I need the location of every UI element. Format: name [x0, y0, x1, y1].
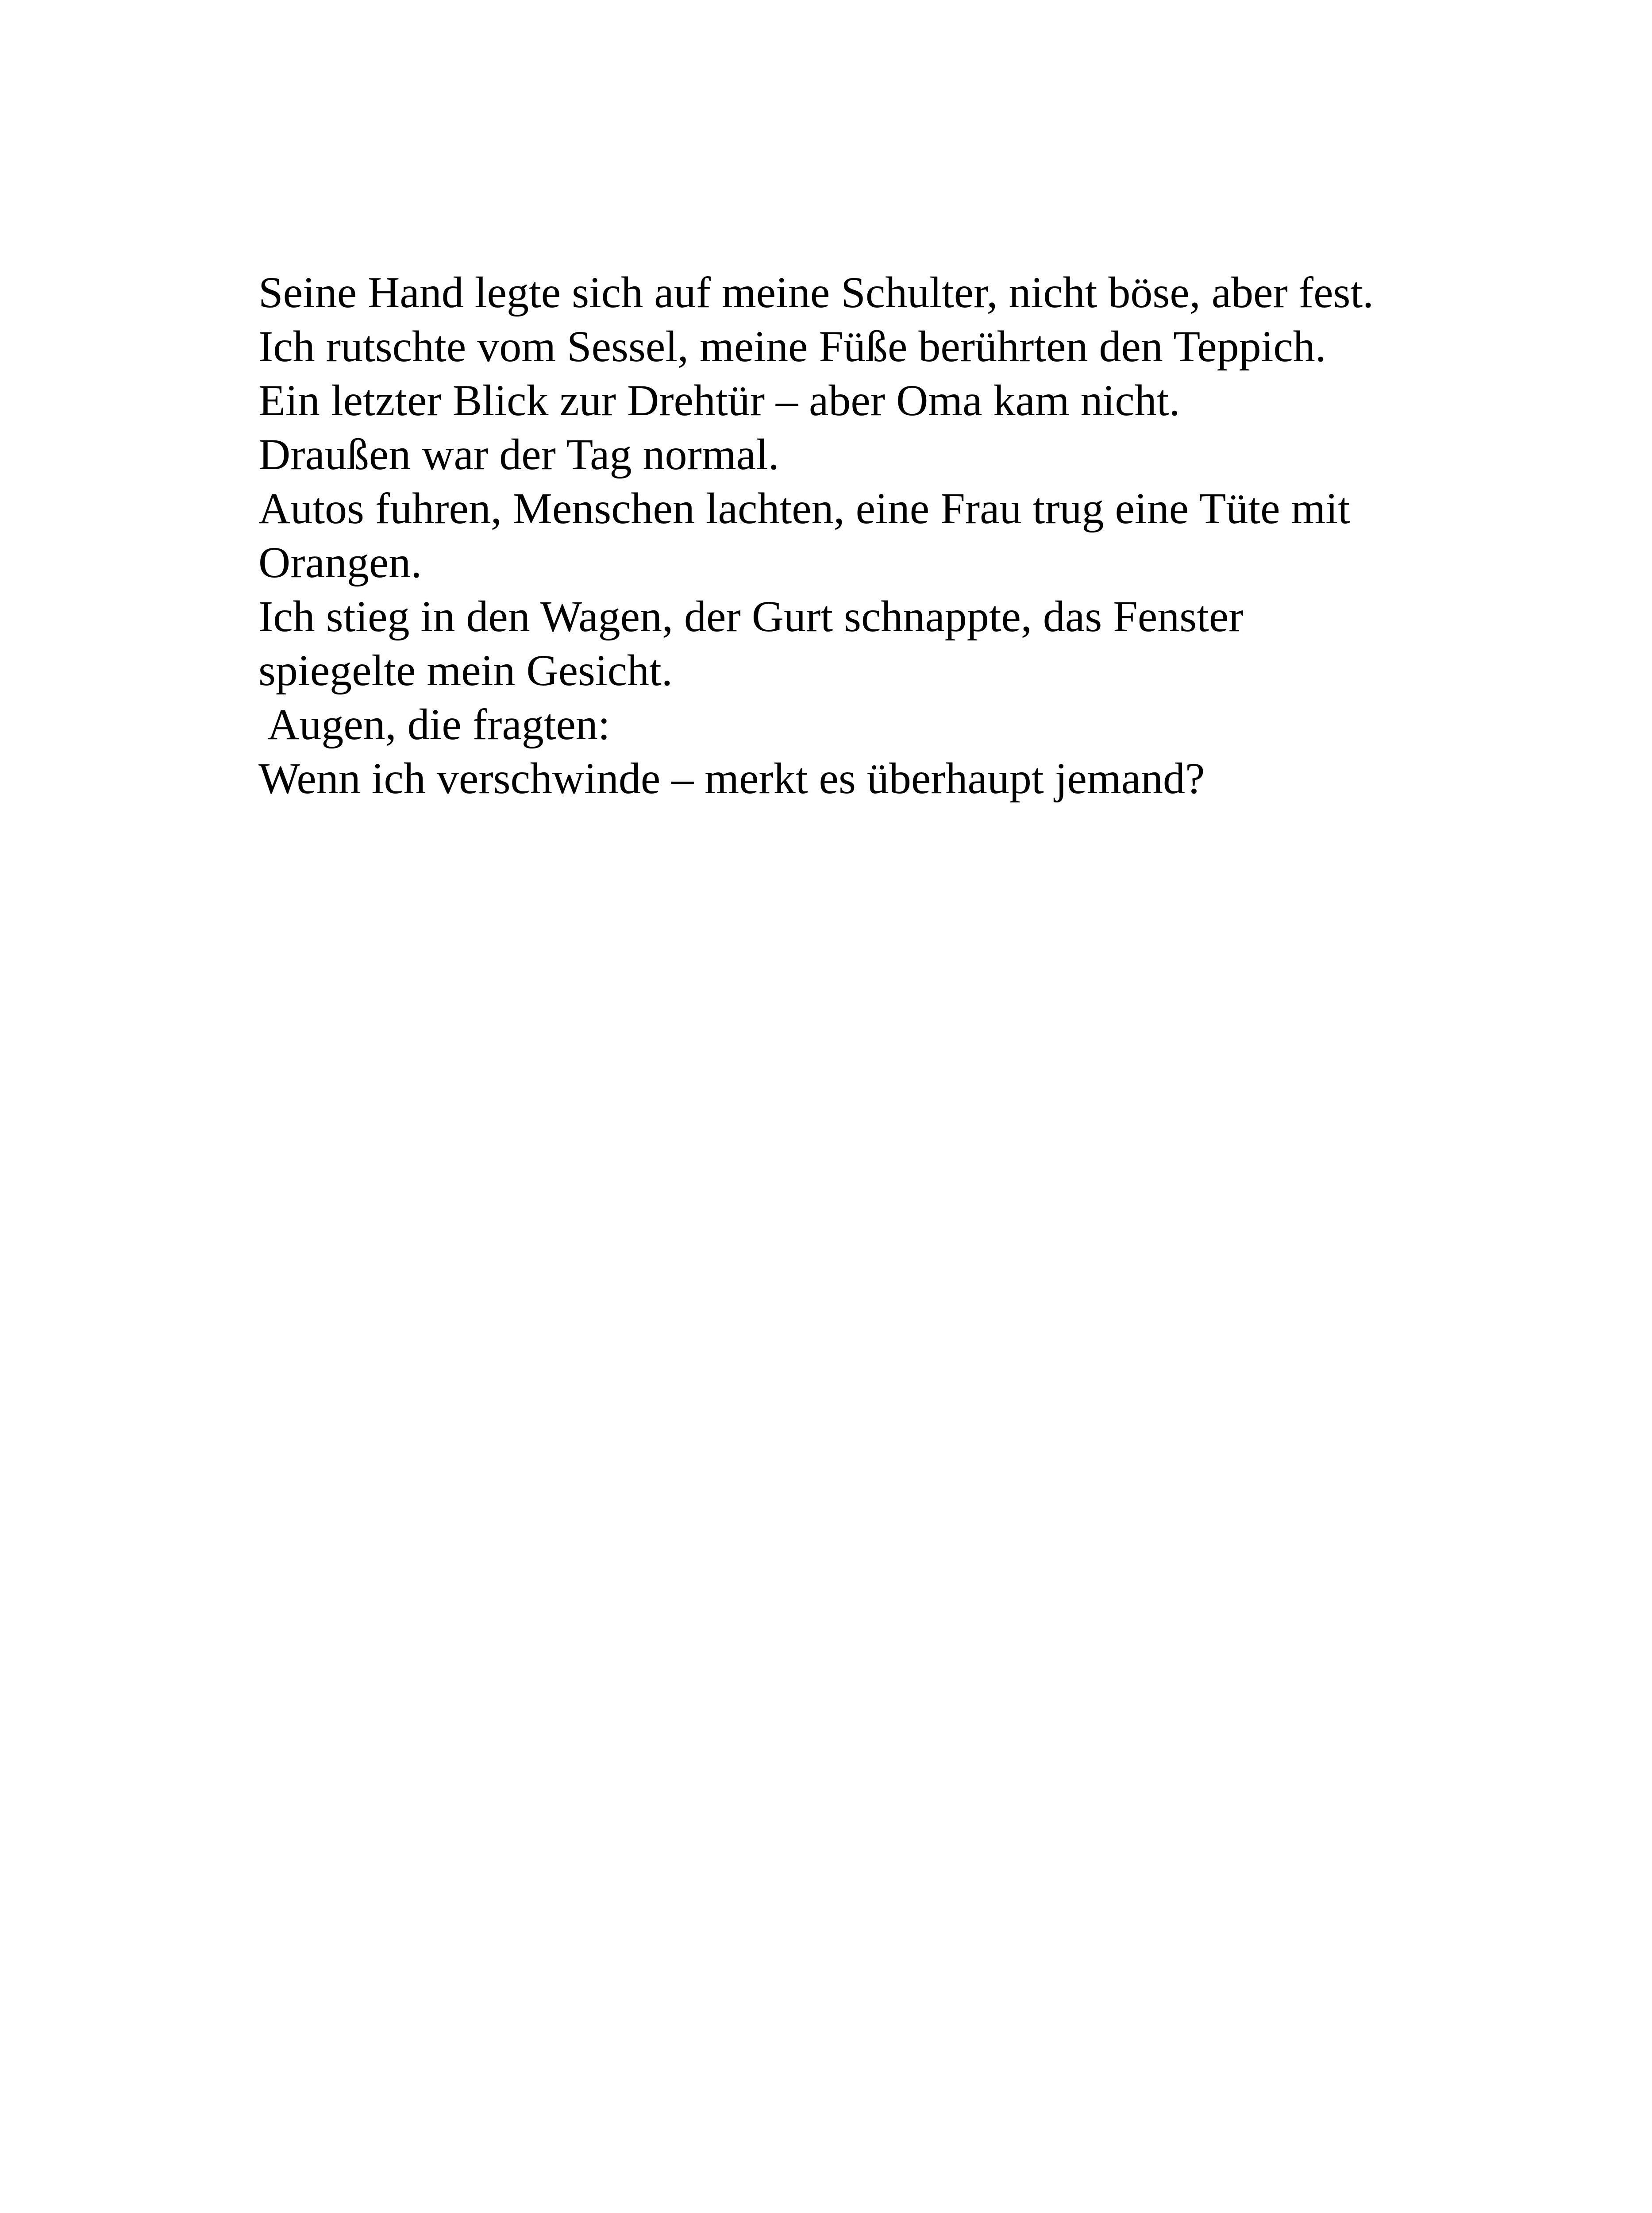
body-text — [258, 266, 1453, 806]
text-line: Seine Hand legte sich auf meine Schulter, nicht böse, aber fest. — [258, 268, 1374, 317]
text-line: Wenn ich verschwinde – merkt es überhaupt jemand? — [258, 754, 1205, 803]
text-line: Draußen war der Tag normal. — [258, 430, 779, 479]
text-line: Ich stieg in den Wagen, der Gurt schnappte, das Fenster — [258, 592, 1244, 641]
text-line: Ich rutschte vom Sessel, meine Füße berührten den Teppich. — [258, 322, 1326, 371]
text-line: Ein letzter Blick zur Drehtür – aber Oma kam nicht. — [258, 376, 1180, 425]
text-line: spiegelte mein Gesicht. — [258, 646, 673, 695]
text-line: Augen, die fragten: — [267, 700, 610, 749]
text-line: Orangen. — [258, 538, 422, 587]
text-line: Autos fuhren, Menschen lachten, eine Frau trug eine Tüte mit — [258, 484, 1350, 533]
